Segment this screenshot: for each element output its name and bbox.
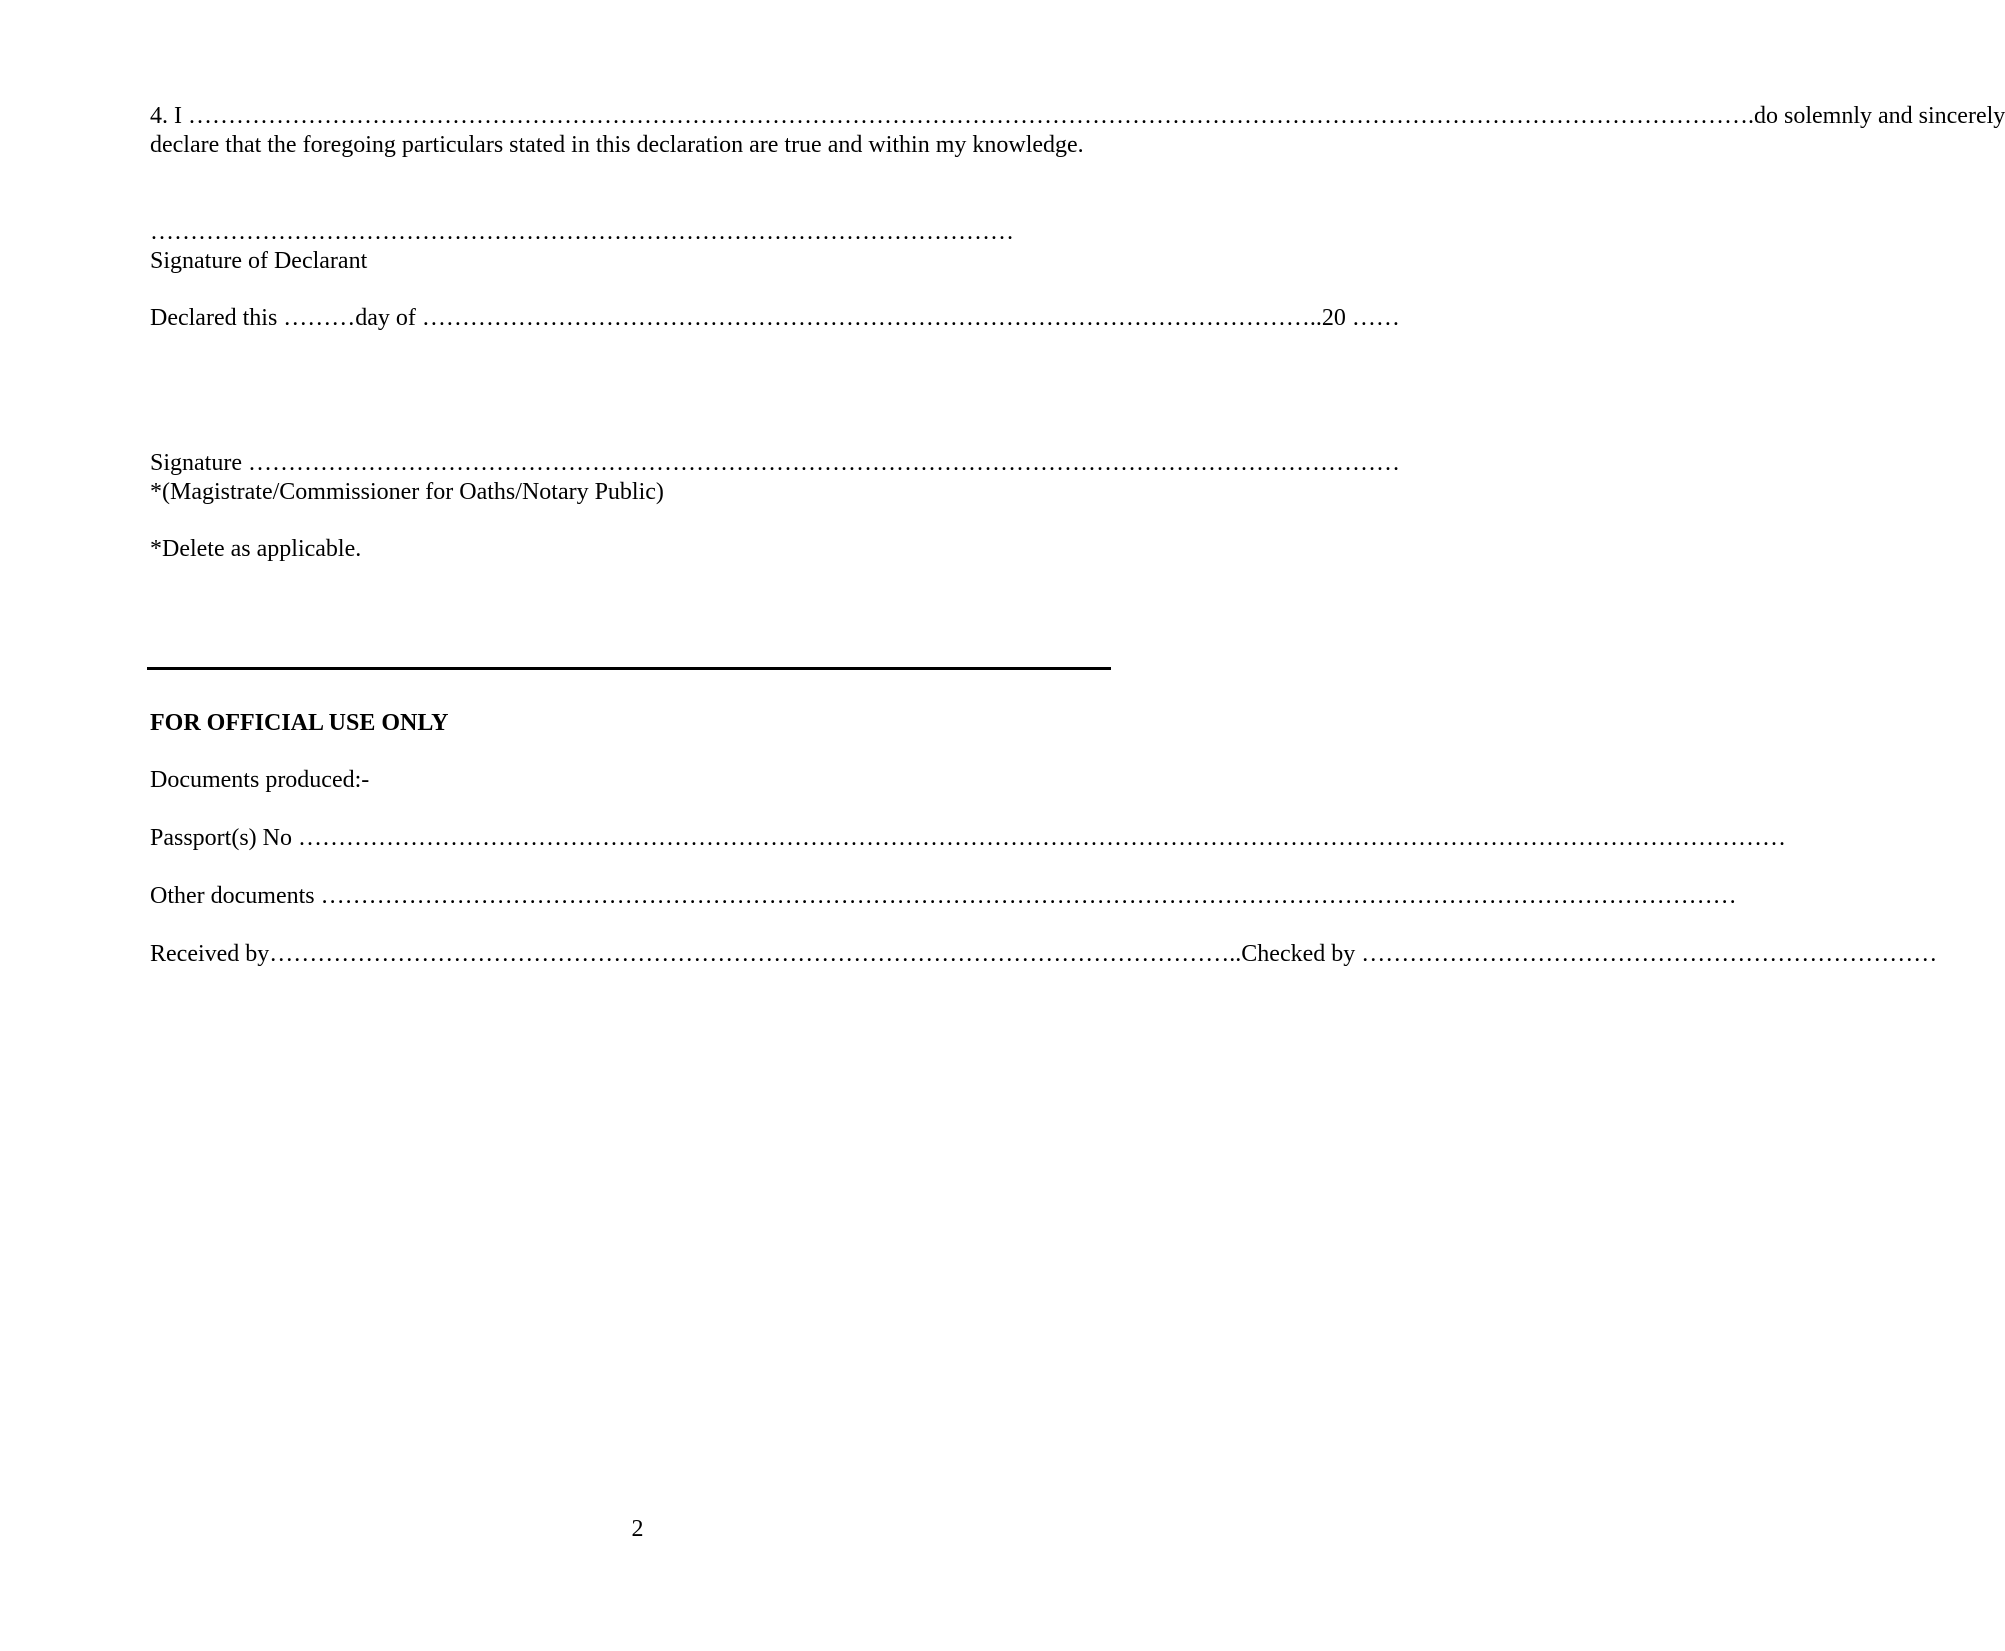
declaration-line-1: 4. I …………………………………………………………………………………………………………………………………………………………………………….do solemnly and sincerely [150, 103, 2005, 129]
other-documents-line: Other documents …………………………………………………………………………………………………………………………………………………………… [150, 883, 1737, 909]
page-number: 2 [631, 1516, 644, 1542]
passport-number-line: Passport(s) No …………………………………………………………………………………………………………………………………………………………………… [150, 825, 1786, 851]
delete-note: *Delete as applicable. [150, 536, 362, 562]
declared-date-line: Declared this ………day of …………………………………………………………………………………………………..20 …… [150, 305, 1400, 331]
official-use-heading: FOR OFFICIAL USE ONLY [150, 710, 449, 736]
officer-signature-line: Signature ……………………………………………………………………………………………………………………………… [150, 450, 1400, 476]
declaration-paragraph [150, 102, 2005, 160]
officer-role: *(Magistrate/Commissioner for Oaths/Notary Public) [150, 479, 664, 505]
section-divider [147, 667, 1111, 670]
received-checked-line: Received by…………………………………………………………………………………………………………..Checked by ……………………………………………………………… [150, 941, 1938, 967]
documents-produced-label: Documents produced:- [150, 767, 370, 793]
declarant-signature-line: ……………………………………………………………………………………………… [150, 219, 1014, 245]
declaration-line-2: declare that the foregoing particulars stated in this declaration are true and within my knowledge. [150, 132, 1084, 158]
declarant-signature-label: Signature of Declarant [150, 248, 368, 274]
